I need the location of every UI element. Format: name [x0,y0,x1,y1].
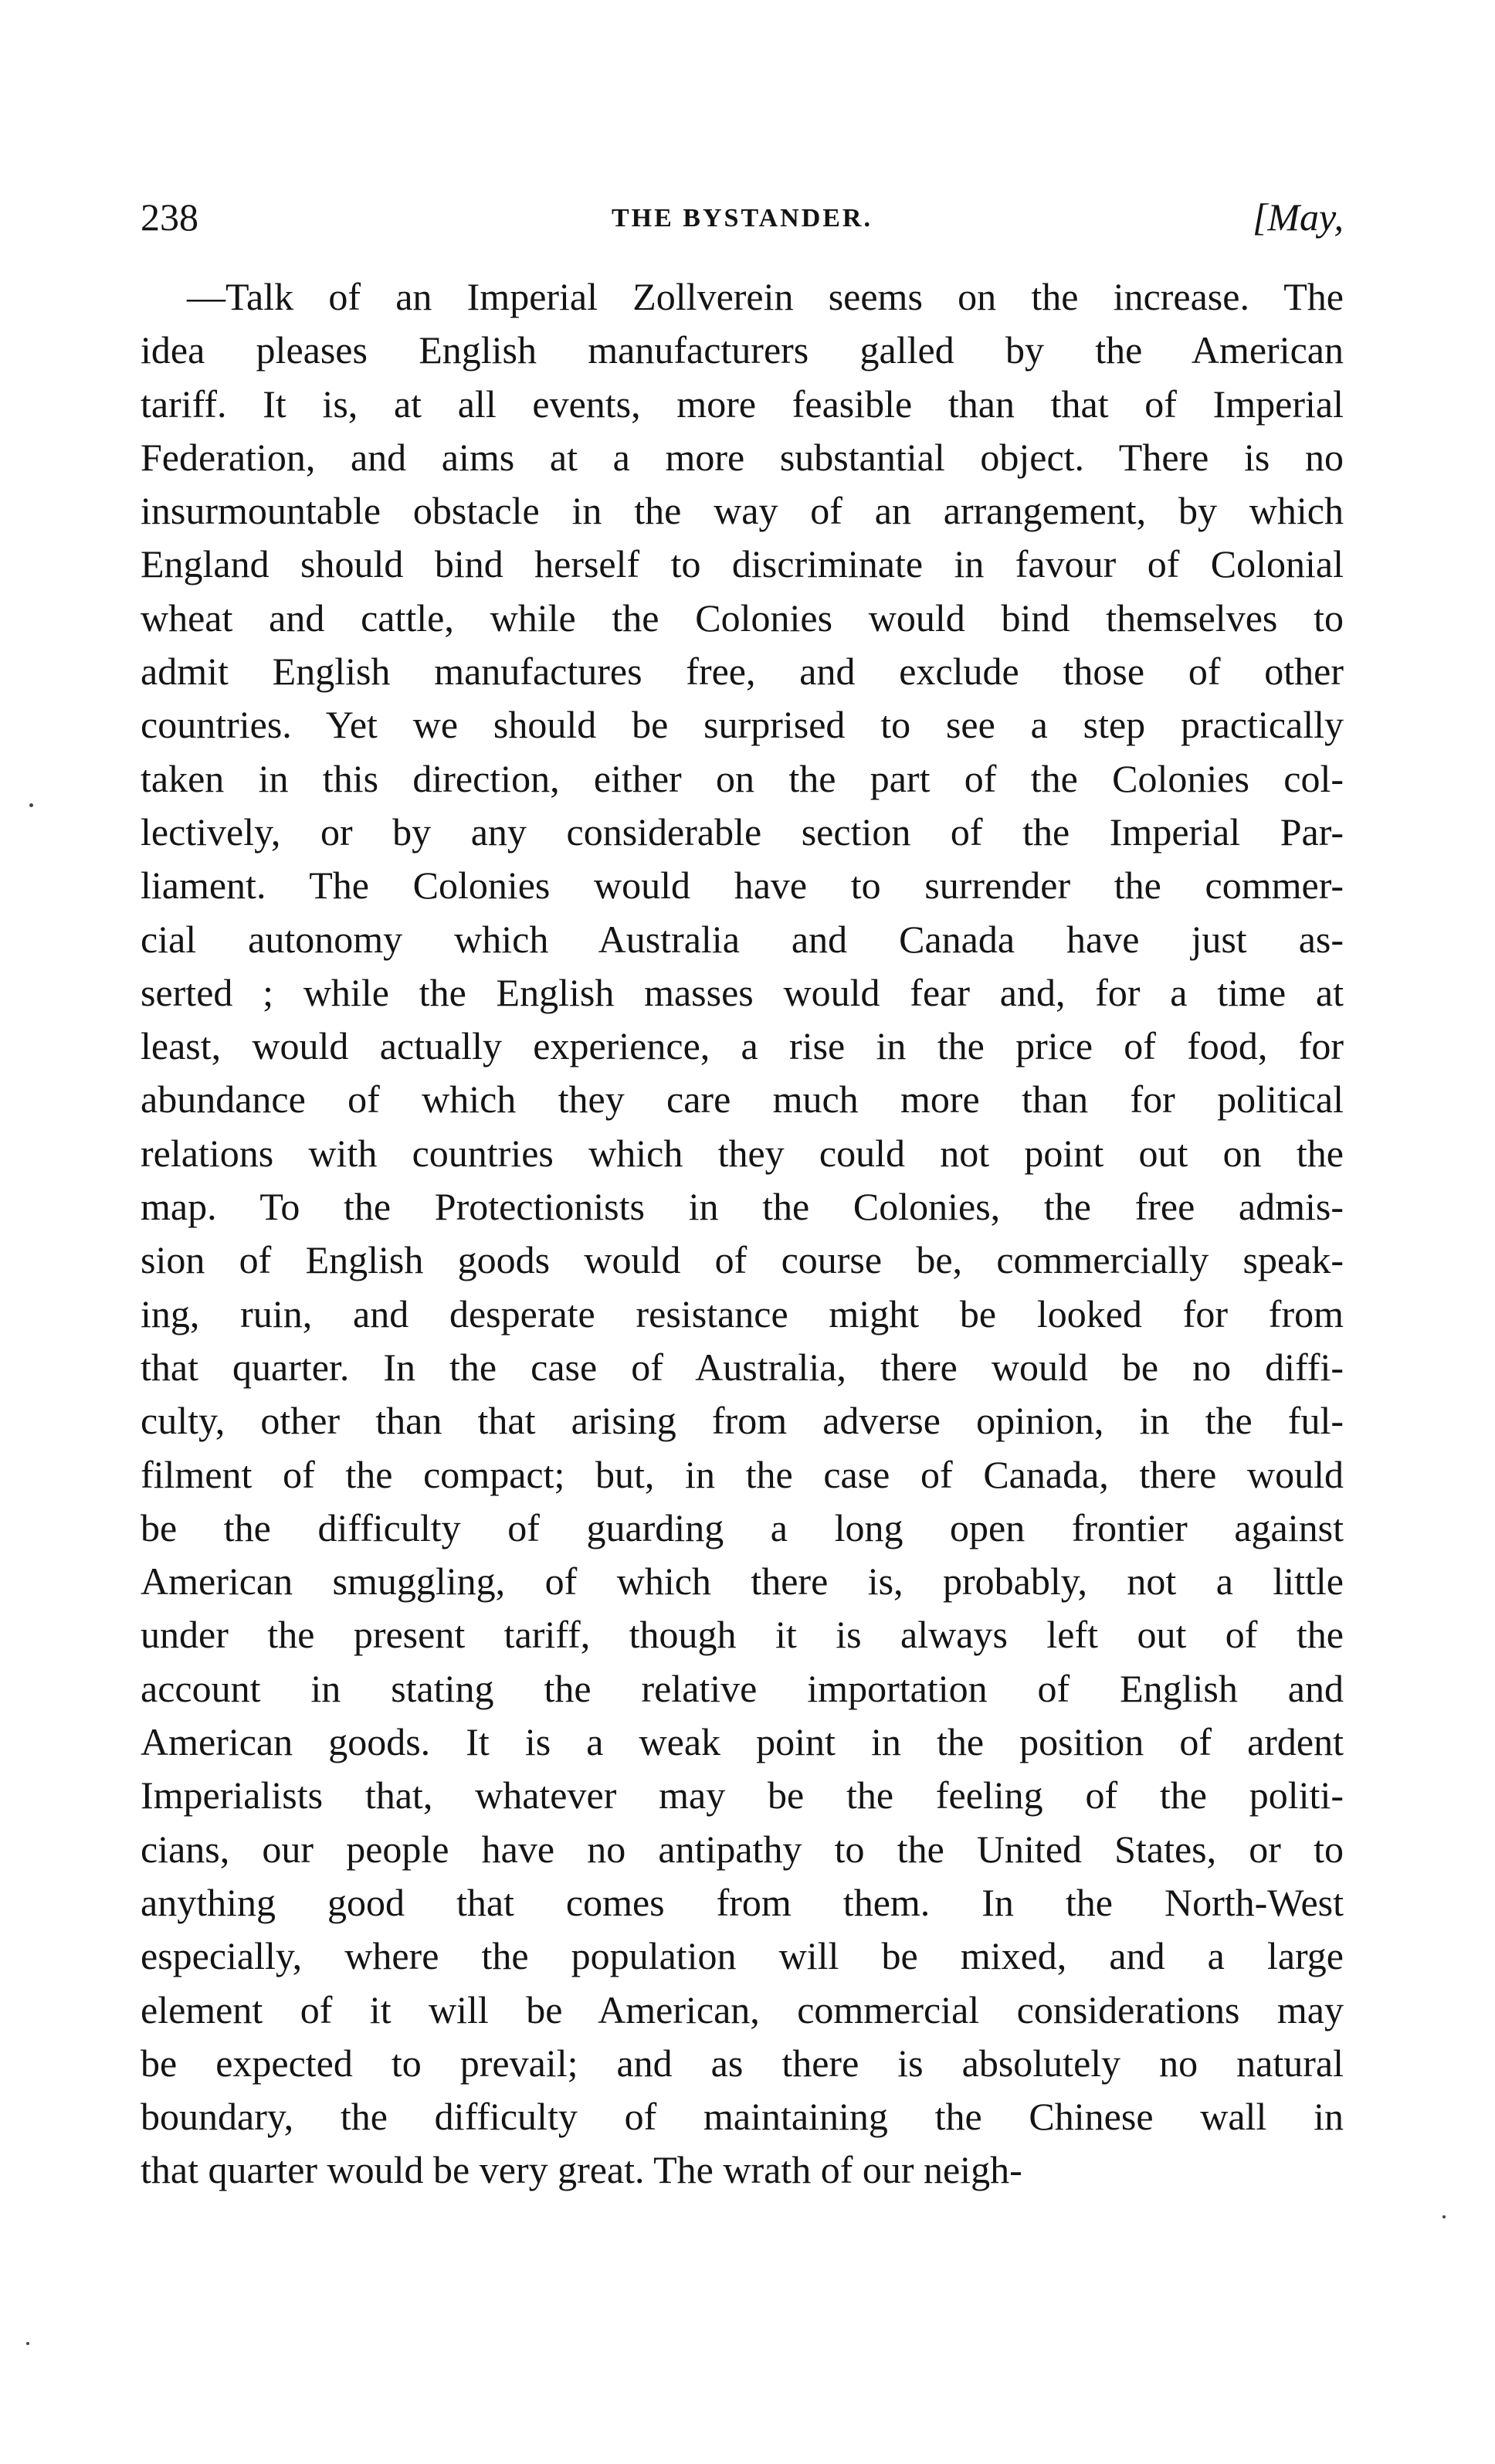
text-line: liament. The Colonies would have to surrender the commer- [141,864,1344,908]
text-line: map. To the Protectionists in the Colonies, the free admis- [141,1185,1344,1229]
text-line: abundance of which they care much more than for political [141,1078,1344,1122]
text-line: idea pleases English manufacturers galled by the American [141,328,1344,372]
text-line: boundary, the difficulty of maintaining the Chinese wall in [141,2095,1344,2139]
text-line: countries. Yet we should be surprised to see a step practically [141,703,1344,747]
text-line: least, would actually experience, a rise in the price of food, for [141,1024,1344,1068]
text-line: American goods. It is a weak point in the position of ardent [141,1720,1344,1764]
text-line: cial autonomy which Australia and Canada have just as- [141,917,1344,961]
text-line: —Talk of an Imperial Zollverein seems on the increase. The [187,275,1344,318]
running-title: THE BYSTANDER. [612,204,873,232]
text-line: be the difficulty of guarding a long open frontier against [141,1505,1344,1549]
text-line: sion of English goods would of course be, commercially speak- [141,1238,1344,1282]
text-line: cians, our people have no antipathy to the United States, or to [141,1827,1344,1871]
text-line: element of it will be American, commercial considerations may [141,1987,1344,2031]
text-line: be expected to prevail; and as there is absolutely no natural [141,2041,1344,2085]
text-line: England should bind herself to discriminate in favour of Colonial [141,542,1344,586]
issue-month: [May, [1252,195,1344,239]
text-line: that quarter. In the case of Australia, there would be no diffi- [141,1345,1344,1389]
text-line: ing, ruin, and desperate resistance might be looked for from [141,1291,1344,1336]
stray-mark [26,2342,29,2345]
page-number: 238 [141,195,198,239]
text-line: wheat and cattle, while the Colonies would bind themselves to [141,596,1344,640]
text-line: admit English manufactures free, and exclude those of other [141,650,1344,694]
stray-mark [29,803,33,807]
text-line: that quarter would be very great. The wrath of our neigh- [141,2148,1022,2192]
text-line: filment of the compact; but, in the case of Canada, there would [141,1452,1344,1496]
text-line: relations with countries which they could not point out on the [141,1131,1344,1175]
text-line: account in stating the relative importation of English and [141,1666,1344,1710]
text-line: lectively, or by any considerable section of the Imperial Par- [141,809,1344,854]
body-paragraph [141,270,1344,2198]
text-line: anything good that comes from them. In the North-West [141,1880,1344,1924]
text-line: taken in this direction, either on the part of the Colonies col- [141,756,1344,800]
text-line: insurmountable obstacle in the way of an arrangement, by which [141,489,1344,533]
text-line: Federation, and aims at a more substantial object. There is no [141,435,1344,479]
stray-mark [1442,2215,1446,2218]
text-line: serted ; while the English masses would fear and, for a time at [141,970,1344,1014]
running-head [141,190,1344,244]
text-line: American smuggling, of which there is, probably, not a little [141,1560,1344,1604]
text-line: under the present tariff, though it is always left out of the [141,1613,1344,1657]
text-line: culty, other than that arising from adverse opinion, in the ful- [141,1399,1344,1443]
text-line: especially, where the population will be mixed, and a large [141,1934,1344,1978]
text-line: Imperialists that, whatever may be the feeling of the politi- [141,1773,1344,1817]
text-line: tariff. It is, at all events, more feasible than that of Imperial [141,382,1344,426]
